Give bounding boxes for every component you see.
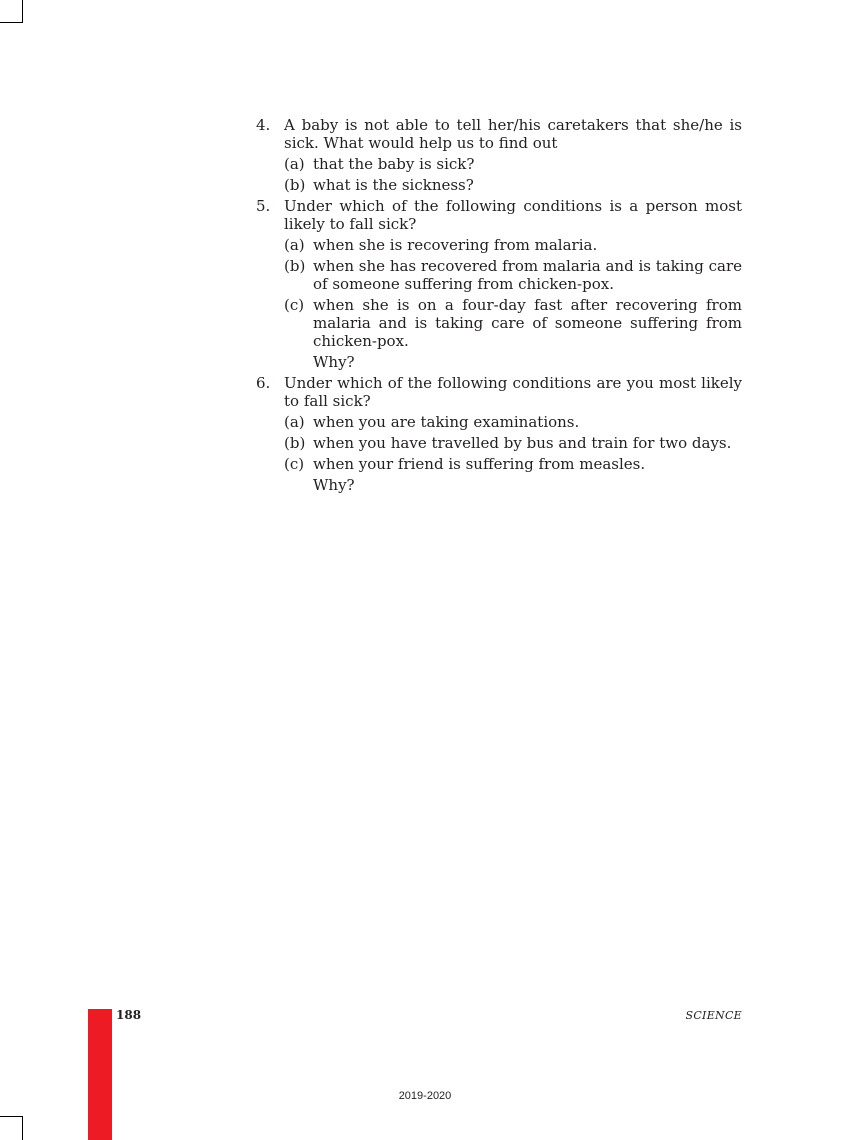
question-6 (256, 374, 742, 494)
question-number: 6. (256, 374, 271, 392)
question-text: Under which of the following conditions are you most likely to fall sick? (284, 374, 742, 410)
option-text: when she is recovering from malaria. (313, 236, 598, 254)
page-number: 188 (116, 1008, 142, 1022)
option-item (284, 296, 742, 350)
running-title: SCIENCE (685, 1009, 742, 1022)
option-label: (a) (284, 236, 305, 254)
question-4 (256, 116, 742, 194)
option-item (284, 434, 742, 452)
option-text: what is the sickness? (313, 176, 474, 194)
page-margin-bar (88, 1009, 112, 1140)
option-item (284, 236, 742, 254)
option-text: when you are taking examinations. (313, 413, 580, 431)
option-item (284, 155, 742, 173)
option-label: (a) (284, 155, 305, 173)
option-label: (b) (284, 257, 306, 275)
why-prompt: Why? (313, 353, 355, 371)
question-number: 4. (256, 116, 271, 134)
question-text: Under which of the following conditions is a person most likely to fall sick? (284, 197, 742, 233)
option-text: when you have travelled by bus and train for two days. (313, 434, 732, 452)
option-label: (c) (284, 455, 305, 473)
option-label: (b) (284, 176, 306, 194)
option-label: (c) (284, 296, 305, 314)
why-prompt: Why? (313, 476, 355, 494)
question-number: 5. (256, 197, 271, 215)
edition-year: 2019-2020 (398, 1090, 452, 1102)
option-text: when she has recovered from malaria and is taking care of someone suffering from chicken-pox. (313, 257, 742, 293)
option-text: that the baby is sick? (313, 155, 475, 173)
crop-mark-bottom-left-horizontal (0, 1116, 23, 1117)
option-item (284, 176, 742, 194)
option-text: when your friend is suffering from measles. (313, 455, 646, 473)
option-item (284, 455, 742, 473)
option-label: (b) (284, 434, 306, 452)
question-5 (256, 197, 742, 371)
crop-mark-top-left-vertical (22, 0, 23, 22)
option-item (284, 413, 742, 431)
option-label: (a) (284, 413, 305, 431)
option-item (284, 257, 742, 293)
crop-mark-top-left-horizontal (0, 22, 23, 23)
option-text: when she is on a four-day fast after recovering from malaria and is taking care of someone suffering from chicken-pox. (313, 296, 742, 350)
crop-mark-bottom-left-vertical (22, 1116, 23, 1140)
exercise-questions (256, 116, 742, 497)
question-text: A baby is not able to tell her/his caretakers that she/he is sick. What would help us to find out (284, 116, 742, 152)
